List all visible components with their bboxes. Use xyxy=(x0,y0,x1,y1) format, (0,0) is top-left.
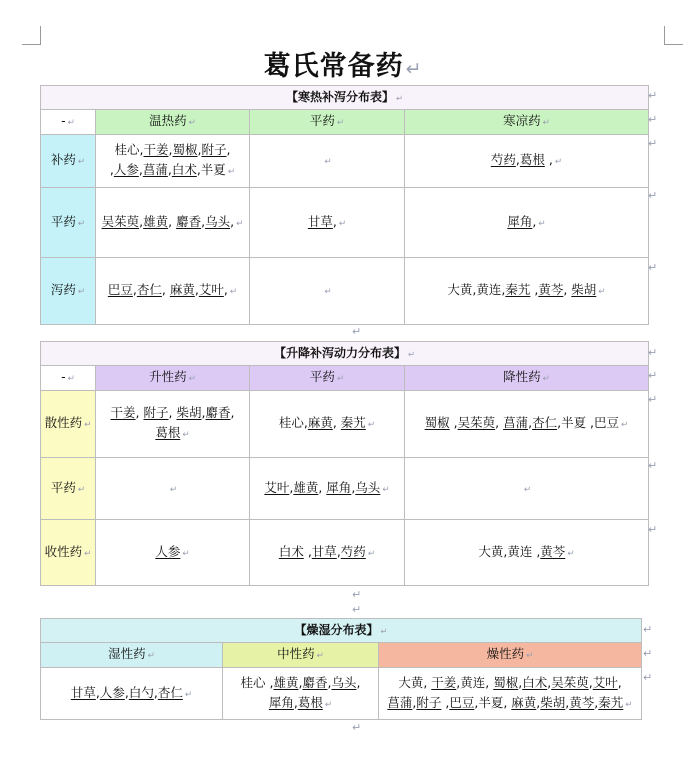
paragraph-mark: ↵ xyxy=(352,325,362,338)
cell-text[interactable]: , xyxy=(528,415,533,430)
cell-text[interactable]: , xyxy=(327,674,332,690)
table-cold-heat-tonify-purge[interactable] xyxy=(40,85,649,325)
paragraph-mark: ↵ xyxy=(182,430,190,440)
cell-text[interactable]: 大黄,黄连 , xyxy=(478,543,541,559)
herb-term[interactable]: 葛根 xyxy=(155,425,181,440)
table2-cell-astringing-ascending[interactable] xyxy=(96,520,250,586)
cell-text[interactable]: , xyxy=(303,543,312,559)
page-corner-mark-top-right xyxy=(664,26,683,45)
cell-text[interactable]: 桂心 , xyxy=(240,674,274,690)
table2-row-label-astringing[interactable]: 收性药 ↵ xyxy=(41,520,96,586)
table3-header-dry[interactable]: 燥性药 ↵ xyxy=(379,643,642,668)
table1-row-label-purge[interactable]: 泻药 ↵ xyxy=(41,258,96,325)
table2-cell-dispersing-descending[interactable] xyxy=(405,391,649,458)
herb-term[interactable]: 犀角 xyxy=(326,479,352,495)
herb-term[interactable]: 人参 xyxy=(113,162,139,177)
paragraph-mark: ↵ xyxy=(352,588,362,601)
table2-cell-astringing-descending[interactable] xyxy=(405,520,649,586)
cell-text[interactable]: , xyxy=(565,694,570,710)
herb-term[interactable]: 黄芩 xyxy=(569,694,595,710)
paragraph-mark: ↵ xyxy=(229,287,238,297)
herb-term[interactable]: 杏仁 xyxy=(157,684,183,700)
table1-cell-purge-warm[interactable] xyxy=(96,258,250,325)
table1-cell-purge-cold[interactable] xyxy=(405,258,649,325)
herb-term[interactable]: 附子 xyxy=(201,142,227,157)
cell-text[interactable]: , xyxy=(530,282,539,297)
cell-text[interactable]: , xyxy=(139,213,144,229)
herb-term[interactable]: 菖蒲 xyxy=(387,694,413,710)
table1-cell-tonify-cold[interactable] xyxy=(405,135,649,188)
cell-text[interactable]: , xyxy=(544,152,553,167)
herb-term[interactable]: 甘草 xyxy=(311,543,337,559)
herb-term[interactable]: 麝香 xyxy=(302,674,328,690)
paragraph-mark: ↵ xyxy=(227,167,236,177)
cell-text[interactable]: , xyxy=(547,674,552,690)
paragraph-mark: ↵ xyxy=(352,721,362,734)
herb-term[interactable]: 麝香 xyxy=(176,213,202,229)
table3-header-damp[interactable]: 湿性药 ↵ xyxy=(41,643,223,668)
cell-text[interactable]: , xyxy=(298,674,303,690)
paragraph-mark: ↵ xyxy=(182,548,190,559)
cell-text[interactable]: , xyxy=(138,162,143,177)
herb-term[interactable]: 乌头 xyxy=(205,213,231,229)
table1-cell-neutral-warm[interactable] xyxy=(96,188,250,258)
paragraph-mark: ↵ xyxy=(523,484,532,495)
table2-row-label-neutral[interactable]: 平药 ↵ xyxy=(41,458,96,520)
cell-text[interactable]: , xyxy=(518,674,523,690)
row-end-mark: ↵ xyxy=(643,671,653,684)
cell-text[interactable]: , xyxy=(441,694,450,710)
table3-cell-dry[interactable] xyxy=(379,668,642,720)
paragraph-mark: ↵ xyxy=(324,287,332,297)
cell-text[interactable]: , xyxy=(532,213,537,229)
paragraph-mark: ↵ xyxy=(367,420,376,430)
table1-header-cold[interactable]: 寒凉药 ↵ xyxy=(405,110,649,135)
herb-term[interactable]: 艾叶 xyxy=(264,479,290,495)
herb-term[interactable]: 蜀椒 xyxy=(172,142,198,157)
herb-term[interactable]: 菖蒲 xyxy=(142,162,168,177)
paragraph-mark: ↵ xyxy=(538,218,546,229)
table2-header-ascending[interactable]: 升性药 ↵ xyxy=(96,366,250,391)
cell-text[interactable]: , xyxy=(293,694,298,710)
paragraph-mark: ↵ xyxy=(598,287,606,297)
cell-text[interactable]: , xyxy=(132,282,137,297)
herb-term[interactable]: 芍药 xyxy=(340,543,366,559)
herb-term[interactable]: 白术 xyxy=(171,162,197,177)
herb-term[interactable]: 秦艽 xyxy=(505,282,531,297)
cell-text[interactable]: , xyxy=(168,213,177,229)
cell-text[interactable]: , xyxy=(135,405,144,420)
table2-row-label-dispersing[interactable]: 散性药 ↵ xyxy=(41,391,96,458)
herb-term[interactable]: 葛根 xyxy=(297,694,323,710)
cell-text[interactable]: , xyxy=(336,543,341,559)
table2-caption[interactable]: 【升降补泻动力分布表】 ↵ xyxy=(41,342,649,366)
table1-row-label-tonify[interactable]: 补药 ↵ xyxy=(41,135,96,188)
herb-term[interactable]: 麻黄 xyxy=(307,415,333,430)
cell-text[interactable]: , xyxy=(412,694,417,710)
cell-text[interactable]: ,黄连, xyxy=(456,674,494,690)
herb-term[interactable]: 秦艽 xyxy=(340,415,366,430)
herb-term[interactable]: 犀角 xyxy=(268,694,294,710)
cell-text[interactable]: , xyxy=(449,415,458,430)
herb-term[interactable]: 菖蒲 xyxy=(503,415,529,430)
cell-text[interactable]: ,半夏, xyxy=(474,694,512,710)
herb-term[interactable]: 甘草 xyxy=(70,684,96,700)
cell-text[interactable]: ,半夏 ,巴豆 xyxy=(557,415,620,430)
herb-term[interactable]: 白术 xyxy=(278,543,304,559)
herb-term[interactable]: 秦艽 xyxy=(598,694,624,710)
herb-term[interactable]: 乌头 xyxy=(355,479,381,495)
herb-term[interactable]: 犀角 xyxy=(507,213,533,229)
table2-cell-dispersing-ascending[interactable] xyxy=(96,391,250,458)
row-end-mark: ↵ xyxy=(643,647,653,660)
row-end-mark: ↵ xyxy=(648,523,658,536)
cell-text[interactable]: , xyxy=(226,142,231,157)
herb-term[interactable]: 杏仁 xyxy=(136,282,162,297)
cell-text[interactable]: , xyxy=(230,405,235,420)
herb-term[interactable]: 柴胡 xyxy=(540,694,566,710)
herb-term[interactable]: 干姜 xyxy=(110,405,136,420)
herb-term[interactable]: 干姜 xyxy=(143,142,169,157)
table3-header-neutral[interactable]: 中性药 ↵ xyxy=(223,643,379,668)
paragraph-mark: ↵ xyxy=(367,548,376,559)
herb-term[interactable]: 附子 xyxy=(416,694,442,710)
herb-term[interactable]: 人参 xyxy=(155,543,181,559)
cell-text[interactable]: , xyxy=(95,684,100,700)
cell-text[interactable]: , xyxy=(356,674,361,690)
table2-cell-neutral-descending[interactable] xyxy=(405,458,649,520)
table2-header-corner[interactable]: - ↵ xyxy=(41,366,96,391)
cell-text[interactable]: , xyxy=(109,162,114,177)
row-end-mark: ↵ xyxy=(648,113,658,126)
row-end-mark: ↵ xyxy=(648,369,658,382)
cell-text[interactable]: , xyxy=(332,213,337,229)
herb-term[interactable]: 麝香 xyxy=(205,405,231,420)
cell-text[interactable]: , xyxy=(318,479,327,495)
table1-header-warm[interactable]: 温热药 ↵ xyxy=(96,110,250,135)
herb-term[interactable]: 附子 xyxy=(143,405,169,420)
herb-term[interactable]: 吴茱萸 xyxy=(457,415,496,430)
cell-text[interactable]: , xyxy=(332,415,341,430)
herb-term[interactable]: 葛根 xyxy=(519,152,545,167)
row-end-mark: ↵ xyxy=(643,623,653,636)
paragraph-mark: ↵ xyxy=(324,157,332,167)
paragraph-mark: ↵ xyxy=(382,484,390,495)
herb-term[interactable]: 巴豆 xyxy=(449,694,475,710)
table1-row-label-neutral[interactable]: 平药 ↵ xyxy=(41,188,96,258)
paragraph-mark: ↵ xyxy=(184,689,193,700)
table1-cell-neutral-neutral[interactable] xyxy=(250,188,405,258)
cell-text[interactable]: , xyxy=(223,282,228,297)
cell-text[interactable]: , xyxy=(588,674,593,690)
cell-text[interactable]: , xyxy=(536,694,541,710)
herb-term[interactable]: 蜀椒 xyxy=(424,415,450,430)
herb-term[interactable]: 麻黄 xyxy=(511,694,537,710)
cell-text[interactable]: , xyxy=(167,162,172,177)
herb-term[interactable]: 黄芩 xyxy=(540,543,566,559)
herb-term[interactable]: 柴胡 xyxy=(176,405,202,420)
cell-text[interactable]: , xyxy=(289,479,294,495)
row-end-mark: ↵ xyxy=(648,346,658,359)
table1-cell-tonify-warm[interactable] xyxy=(96,135,250,188)
herb-term[interactable]: 乌头 xyxy=(331,674,357,690)
cell-text[interactable]: , xyxy=(515,152,520,167)
paragraph-mark: ↵ xyxy=(169,484,178,495)
herb-term[interactable]: 雄黄 xyxy=(293,479,319,495)
table1-header-neutral[interactable]: 平药 ↵ xyxy=(250,110,405,135)
table2-cell-neutral-ascending[interactable] xyxy=(96,458,250,520)
herb-term[interactable]: 吴茱萸 xyxy=(101,213,140,229)
cell-text[interactable]: 大黄, xyxy=(398,674,432,690)
cell-text[interactable]: , xyxy=(201,213,206,229)
table1-caption[interactable]: 【寒热补泻分布表】 ↵ xyxy=(41,86,649,110)
cell-text[interactable]: , xyxy=(168,142,173,157)
herb-term[interactable]: 甘草 xyxy=(307,213,333,229)
cell-text[interactable]: , xyxy=(495,415,504,430)
table2-cell-dispersing-neutral[interactable] xyxy=(250,391,405,458)
table2-cell-astringing-neutral[interactable] xyxy=(250,520,405,586)
herb-term[interactable]: 吴茱萸 xyxy=(551,674,589,690)
table-dry-damp[interactable] xyxy=(40,618,642,720)
cell-text[interactable]: , xyxy=(194,282,199,297)
herb-term[interactable]: 麻黄 xyxy=(169,282,195,297)
herb-term[interactable]: 白勺 xyxy=(128,684,154,700)
cell-text[interactable]: , xyxy=(168,405,177,420)
row-end-mark: ↵ xyxy=(648,189,658,202)
table2-header-descending[interactable]: 降性药 ↵ xyxy=(405,366,649,391)
herb-term[interactable]: 人参 xyxy=(99,684,125,700)
cell-text[interactable]: , xyxy=(563,282,572,297)
table2-cell-neutral-neutral[interactable] xyxy=(250,458,405,520)
table1-cell-tonify-neutral[interactable] xyxy=(250,135,405,188)
paragraph-mark: ↵ xyxy=(625,699,633,710)
row-end-mark: ↵ xyxy=(648,137,658,150)
cell-text[interactable]: ,半夏 xyxy=(196,162,226,177)
herb-term[interactable]: 干姜 xyxy=(431,674,457,690)
paragraph-mark: ↵ xyxy=(621,420,629,430)
cell-text[interactable]: , xyxy=(594,694,599,710)
herb-term[interactable]: 艾叶 xyxy=(592,674,618,690)
table1-header-corner[interactable]: - ↵ xyxy=(41,110,96,135)
row-end-mark: ↵ xyxy=(648,393,658,406)
herb-term[interactable]: 杏仁 xyxy=(532,415,558,430)
herb-term[interactable]: 黄芩 xyxy=(538,282,564,297)
row-end-mark: ↵ xyxy=(648,261,658,274)
paragraph-mark: ↵ xyxy=(236,218,244,229)
herb-term[interactable]: 雄黄 xyxy=(143,213,169,229)
row-end-mark: ↵ xyxy=(648,89,658,102)
cell-text[interactable]: , xyxy=(230,213,235,229)
cell-text[interactable]: 桂心 xyxy=(114,142,140,157)
herb-term[interactable]: 柴胡 xyxy=(571,282,597,297)
cell-text[interactable]: , xyxy=(197,142,202,157)
herb-term[interactable]: 巴豆 xyxy=(107,282,133,297)
paragraph-mark: ↵ xyxy=(324,699,333,710)
table2-header-neutral[interactable]: 平药 ↵ xyxy=(250,366,405,391)
page-corner-mark-top-left xyxy=(22,26,41,45)
cell-text[interactable]: , xyxy=(124,684,129,700)
paragraph-mark: ↵ xyxy=(554,157,563,167)
table1-cell-neutral-cold[interactable] xyxy=(405,188,649,258)
table1-cell-purge-neutral[interactable] xyxy=(250,258,405,325)
cell-text[interactable]: , xyxy=(153,684,158,700)
table3-cell-neutral[interactable] xyxy=(223,668,379,720)
cell-text[interactable]: 桂心, xyxy=(278,415,308,430)
herb-term[interactable]: 艾叶 xyxy=(198,282,224,297)
paragraph-mark: ↵ xyxy=(352,603,362,616)
herb-term[interactable]: 白术 xyxy=(522,674,548,690)
cell-text[interactable]: , xyxy=(351,479,356,495)
row-end-mark: ↵ xyxy=(648,459,658,472)
herb-term[interactable]: 雄黄 xyxy=(273,674,299,690)
document-title[interactable]: 葛氏常备药 ↵ xyxy=(263,51,423,82)
cell-text[interactable]: , xyxy=(617,674,622,690)
herb-term[interactable]: 芍药 xyxy=(490,152,516,167)
cell-text[interactable]: 大黄,黄连, xyxy=(447,282,506,297)
table3-caption[interactable]: 【燥湿分布表】 ↵ xyxy=(41,619,642,643)
table-ascend-descend-dynamics[interactable] xyxy=(40,341,649,586)
cell-text[interactable]: , xyxy=(161,282,170,297)
cell-text[interactable]: , xyxy=(139,142,144,157)
cell-text[interactable]: , xyxy=(201,405,206,420)
paragraph-mark: ↵ xyxy=(338,218,347,229)
herb-term[interactable]: 蜀椒 xyxy=(493,674,519,690)
paragraph-mark: ↵ xyxy=(567,548,575,559)
table3-cell-damp[interactable] xyxy=(41,668,223,720)
